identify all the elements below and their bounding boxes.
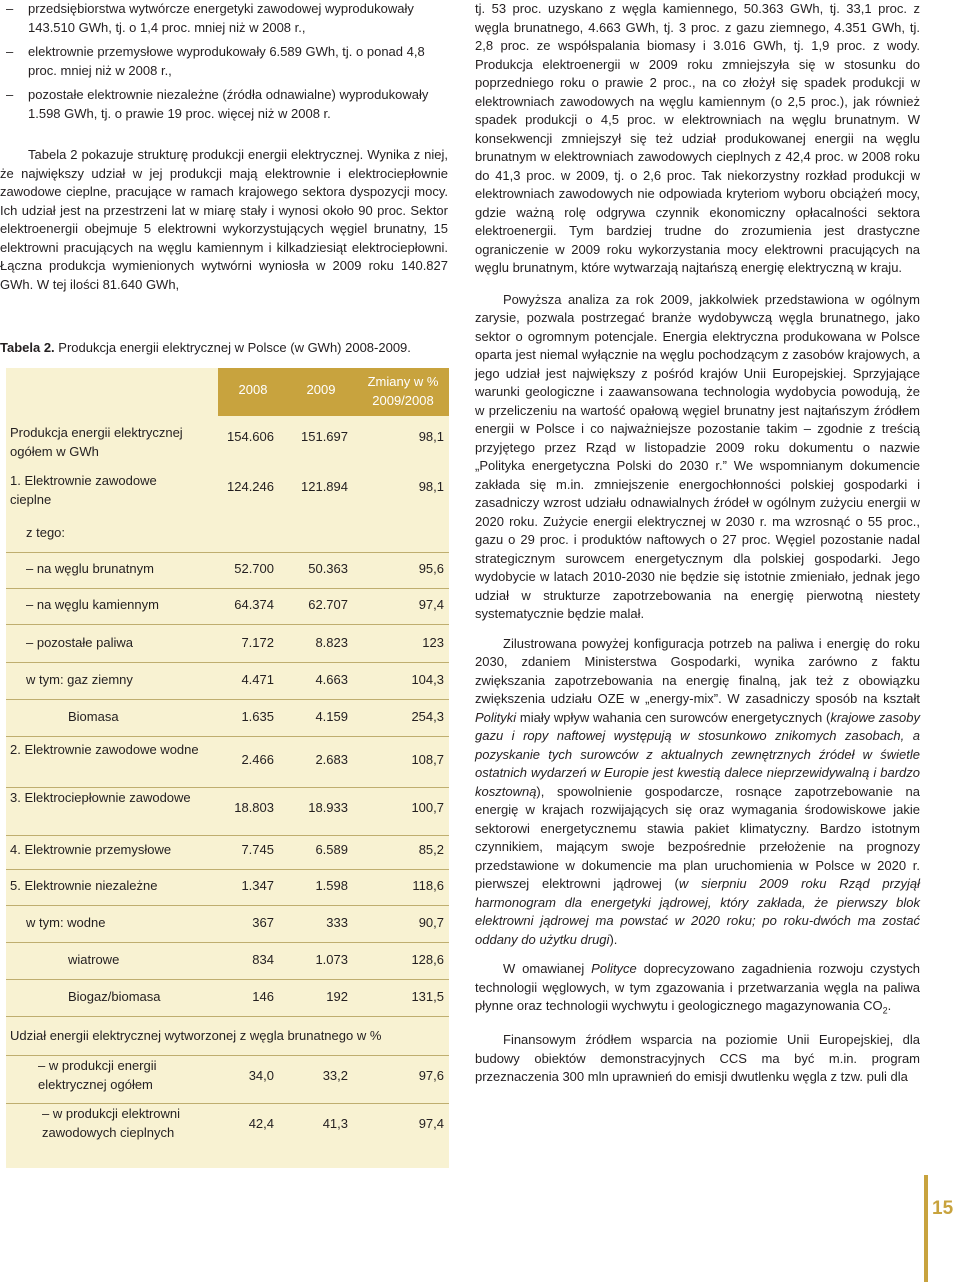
caption-text: Produkcja energii elektrycznej w Polsce (w GWh) 2008-2009. <box>54 340 411 355</box>
table-row <box>6 424 449 470</box>
header-2008: 2008 <box>238 382 268 397</box>
value-2008: 124.246 <box>227 479 274 494</box>
value-change: 100,7 <box>411 800 444 815</box>
row-label: – na węglu brunatnym <box>26 561 154 576</box>
row-label: wiatrowe <box>68 952 120 967</box>
value-2009: 121.894 <box>301 479 348 494</box>
value-2008: 18.803 <box>234 800 274 815</box>
row-label: Biomasa <box>68 709 119 724</box>
caption-label: Tabela 2. <box>0 340 55 355</box>
value-2009: 151.697 <box>301 429 348 444</box>
row-label: 5. Elektrownie niezależne <box>10 878 158 893</box>
page-number: 15 <box>932 1198 954 1219</box>
value-2008: 1.347 <box>241 878 274 893</box>
table-row <box>6 988 449 1017</box>
value-change: 95,6 <box>418 561 444 576</box>
bullet-item: – pozostałe elektrownie niezależne (źródła odnawialne) wyprodukowały 1.598 GWh, tj. o prawie 19 proc. więcej niż w 2008 r. <box>0 86 448 123</box>
table-row <box>6 914 449 943</box>
row-label: Udział energii elektrycznej wytworzonej z węgla brunatnego w % <box>10 1028 382 1043</box>
row-label: – w produkcji energii elektrycznej ogółem <box>38 1058 157 1092</box>
value-2009: 33,2 <box>322 1068 348 1083</box>
right-prose <box>475 0 920 1087</box>
table-row <box>6 1057 449 1104</box>
value-2008: 64.374 <box>234 597 274 612</box>
value-change: 108,7 <box>411 752 444 767</box>
value-2008: 4.471 <box>241 672 274 687</box>
row-label: Biogaz/biomasa <box>68 989 161 1004</box>
table-row <box>6 789 449 836</box>
value-2008: 7.172 <box>241 635 274 650</box>
table-header <box>218 368 449 416</box>
production-table <box>6 368 449 1168</box>
row-label: – na węglu kamiennym <box>26 597 159 612</box>
value-2009: 8.823 <box>315 635 348 650</box>
value-change: 97,4 <box>418 1116 444 1131</box>
row-label: Produkcja energii elektrycznej ogółem w GWh <box>10 425 183 459</box>
header-change: Zmiany w % 2009/2008 <box>367 374 439 408</box>
value-change: 104,3 <box>411 672 444 687</box>
row-label: 2. Elektrownie zawodowe wodne <box>10 742 199 757</box>
paragraph: Powyższa analiza za rok 2009, jakkolwiek przedstawiona w ogólnym zarysie, pozwala postrzegać branże wydobywczą węgla brunatnego, jako sektor o ogromnym potencjale. Energia elektryczna produkowana w Polsce oparta jest niemal wyłącznie na węglu pochodzącym z zasobów krajowych, a jego udział jest największy z pośród krajów Unii Europejskiej. Sprzyjające warunki geologiczne i zaawansowana technologia wydobycia powodują, że w przeliczeniu na wartość opałową węgiel brunatny jest najtańszym źródłem energii w Polsce i co najważniejsze pozostanie takim – zgodnie z treścią przyjętego przez Rząd w listopadzie 2009 roku dokumentu o nazwie „Polityka energetyczna Polski do 2030 r.” We wspomnianym dokumencie zakłada się m.in. zmniejszenie energochłonności polskiej gospodarki i zasadniczy wzrost udziału odnawialnych źródeł w ogólnym zużyciu energii w 2020 roku. Zużycie energii elektrycznej w 2030 r. ma wzrosnąć o 55 proc., gazu o 29 proc. i produktów naftowych o 27 proc. Węgiel pozostanie nadal strategicznym surowcem energetycznym dla polskiej gospodarki. Jego wydobycie w latach 2010-2030 nie będzie się istotnie zmieniało, jednak jego udział w strukturze zapotrzebowania na energię pierwotną niestety systematycznie będzie malał. <box>475 291 920 621</box>
value-2008: 42,4 <box>248 1116 274 1131</box>
row-label: 3. Elektrociepłownie zawodowe <box>10 790 191 805</box>
value-2008: 367 <box>252 915 274 930</box>
page-marker-bar <box>924 1175 928 1282</box>
row-label: 4. Elektrownie przemysłowe <box>10 842 172 857</box>
value-2008: 154.606 <box>227 429 274 444</box>
value-change: 97,4 <box>418 597 444 612</box>
value-2009: 2.683 <box>315 752 348 767</box>
header-2009: 2009 <box>306 382 336 397</box>
value-change: 97,6 <box>418 1068 444 1083</box>
paragraph: Tabela 2 pokazuje strukturę produkcji energii elektrycznej. Wynika z niej, że największy udział w jej produkcji mają elektrownie i elektrociepłownie zawodowe cieplne, pracujące w ramach krajowego sektora dyspozycji mocy. Ich udział jest na przestrzeni lat w miarę stały i wynosi około 90 proc. Sektor elektroenergii obejmuje 5 elektrowni wykorzystujących węgiel brunatny, 15 elektrowni pracujących na węglu kamiennym i kilkadziesiąt elektrociepłowni. Łączna produkcja wymienionych wytwórni wyniosła w 2009 roku 140.827 GWh. W tej ilości 81.640 GWh, <box>0 147 448 292</box>
value-2008: 52.700 <box>234 561 274 576</box>
value-2008: 7.745 <box>241 842 274 857</box>
table-row <box>6 596 449 625</box>
table-row <box>6 1027 449 1056</box>
paragraph: Finansowym źródłem wsparcia na poziomie Unii Europejskiej, dla budowy obiektów demonstracyjnych CCS ma być m.in. program przeznaczenia 300 mln uprawnień do emisji dwutlenku węgla z tzw. puli dla <box>475 1032 920 1085</box>
value-change: 131,5 <box>411 989 444 1004</box>
value-2008: 146 <box>252 989 274 1004</box>
left-column <box>0 0 448 1140</box>
value-change: 128,6 <box>411 952 444 967</box>
table-row <box>6 560 449 589</box>
table-caption <box>0 340 411 355</box>
value-2008: 34,0 <box>248 1068 274 1083</box>
paragraph: tj. 53 proc. uzyskano z węgla kamiennego, 50.363 GWh, tj. 33,1 proc. z węgla brunatnego, 4.663 GWh, tj. 3 proc. z gazu ziemnego, 4.351 GWh, tj. 2,8 proc. ze współspalania biomasy i 3.016 GWh, tj. 1,9 proc. z wody. Produkcja elektroenergii w 2009 roku zmniejszyła się w stosunku do poprzedniego roku o prawie 2 proc., na co złożył się spadek produkcji w elektrowniach zawodowych na węglu kamiennym (o 2,5 proc.), jak również spadek produkcji o 4,5 proc. w elektrowniach na węglu brunatnym. W konsekwencji zmniejszył się też udział produkowanej energii na węglu brunatnym w elektrowniach zawodowych cieplnych z 42,4 proc. w 2008 roku do 41,3 proc. w 2009, tj. o 2,6 proc. Tak niekorzystny rozkład produkcji w elektrowniach zawodowych nie odpowiada kryteriom wyboru obciążeń mocy, gdzie ważną rolę odgrywa czynnik ekonomiczny opłacalności sektora elektroenergii. Tym bardziej trudne do zrozumienia jest drastyczne ograniczenie w 2009 roku wykorzystania mocy elektrowni pracujących na węglu brunatnym, które wytwarzają najtańszą energię elektryczną w kraju. <box>475 1 920 275</box>
table-row <box>6 741 449 788</box>
row-label: – w produkcji elektrowni zawodowych cieplnych <box>42 1106 181 1140</box>
table-row <box>6 671 449 700</box>
value-2009: 1.073 <box>315 952 348 967</box>
value-2009: 4.159 <box>315 709 348 724</box>
value-2009: 41,3 <box>322 1116 348 1131</box>
paragraph: W omawianej Polityce doprecyzowano zagadnienia rozwoju czystych technologii węglowych, w tym zgazowania i przetwarzania węgla na paliwa płynne oraz technologii wychwytu i geologicznego magazynowania $CO_2$. <box>475 961 921 1016</box>
bullet-item: – elektrownie przemysłowe wyprodukowały 6.589 GWh, tj. o ponad 4,8 proc. mniej niż w 2008 r., <box>0 43 448 80</box>
row-label: z tego: <box>26 525 66 540</box>
value-change: 123 <box>422 635 444 650</box>
value-2008: 1.635 <box>241 709 274 724</box>
value-2009: 192 <box>326 989 348 1004</box>
value-2009: 50.363 <box>308 561 348 576</box>
value-change: 118,6 <box>412 878 444 893</box>
value-change: 85,2 <box>418 842 444 857</box>
value-2008: 834 <box>252 952 274 967</box>
value-change: 90,7 <box>418 915 444 930</box>
table-row <box>6 841 449 870</box>
value-2009: 4.663 <box>315 672 348 687</box>
bullet-list <box>0 0 448 123</box>
table-row <box>6 877 449 906</box>
table-row <box>6 951 449 980</box>
value-change: 98,1 <box>418 429 444 444</box>
value-change: 254,3 <box>411 709 444 724</box>
value-change: 98,1 <box>418 479 444 494</box>
value-2009: 18.933 <box>308 800 348 815</box>
row-label: – pozostałe paliwa <box>26 635 133 650</box>
value-2009: 62.707 <box>308 597 348 612</box>
value-2009: 1.598 <box>315 878 348 893</box>
row-label: w tym: wodne <box>26 915 106 930</box>
left-prose <box>0 146 448 294</box>
right-column <box>475 0 920 1087</box>
value-2008: 2.466 <box>241 752 274 767</box>
value-2009: 333 <box>326 915 348 930</box>
paragraph: Zilustrowana powyżej konfiguracja potrzeb na paliwa i energię do roku 2030, zdaniem Ministerstwa Gospodarki, wynika zarówno z faktu zwiększania zapotrzebowania na energię finalną, jak też z obowiązku zwiększenia udziału OZE w „energy-mix”. W zasadniczy sposób na kształt Polityki miały wpływ wahania cen surowców energetycznych (krajowe zasoby gazu i ropy naftowej występują w stosunkowo znikomych zasobach, a pozyskanie tych surowców z aktualnych zewnętrznych źródeł w świetle ostatnich wydarzeń w Europie jest kwestią dalece nieprzewidywalną i bardzo kosztowną), spowolnienie gospodarcze, rosnące zapotrzebowanie na energię w krajach rozwijających się oraz wymagania środowiskowe jakie sektorowi energetycznemu stawia pakiet klimatyczny. Bardzo istotnym czynnikiem, mającym swoje bezpośrednie przełożenie na prognozy przedstawione w dokumencie ma plan uruchomienia w Polsce w 2020 r. pierwszej elektrowni jądrowej (w sierpniu 2009 roku Rząd przyjął harmonogram dla energetyki jądrowej, który zakłada, że pierwszy blok elektrowni jądrowej ma powstać w 2020 roku; po roku-dwóch ma zostać oddany do użytku drugi). <box>475 635 920 947</box>
table-row <box>6 1105 449 1151</box>
table-row <box>6 708 449 737</box>
table-row <box>6 524 449 553</box>
bullet-item: – przedsiębiorstwa wytwórcze energetyki zawodowej wyprodukowały 143.510 GWh, tj. o 1,4 proc. mniej niż w 2008 r., <box>0 0 448 37</box>
row-label: 1. Elektrownie zawodowe cieplne <box>10 473 157 507</box>
row-label: w tym: gaz ziemny <box>26 672 133 687</box>
value-2009: 6.589 <box>315 842 348 857</box>
table-row <box>6 472 449 518</box>
table-row <box>6 634 449 663</box>
